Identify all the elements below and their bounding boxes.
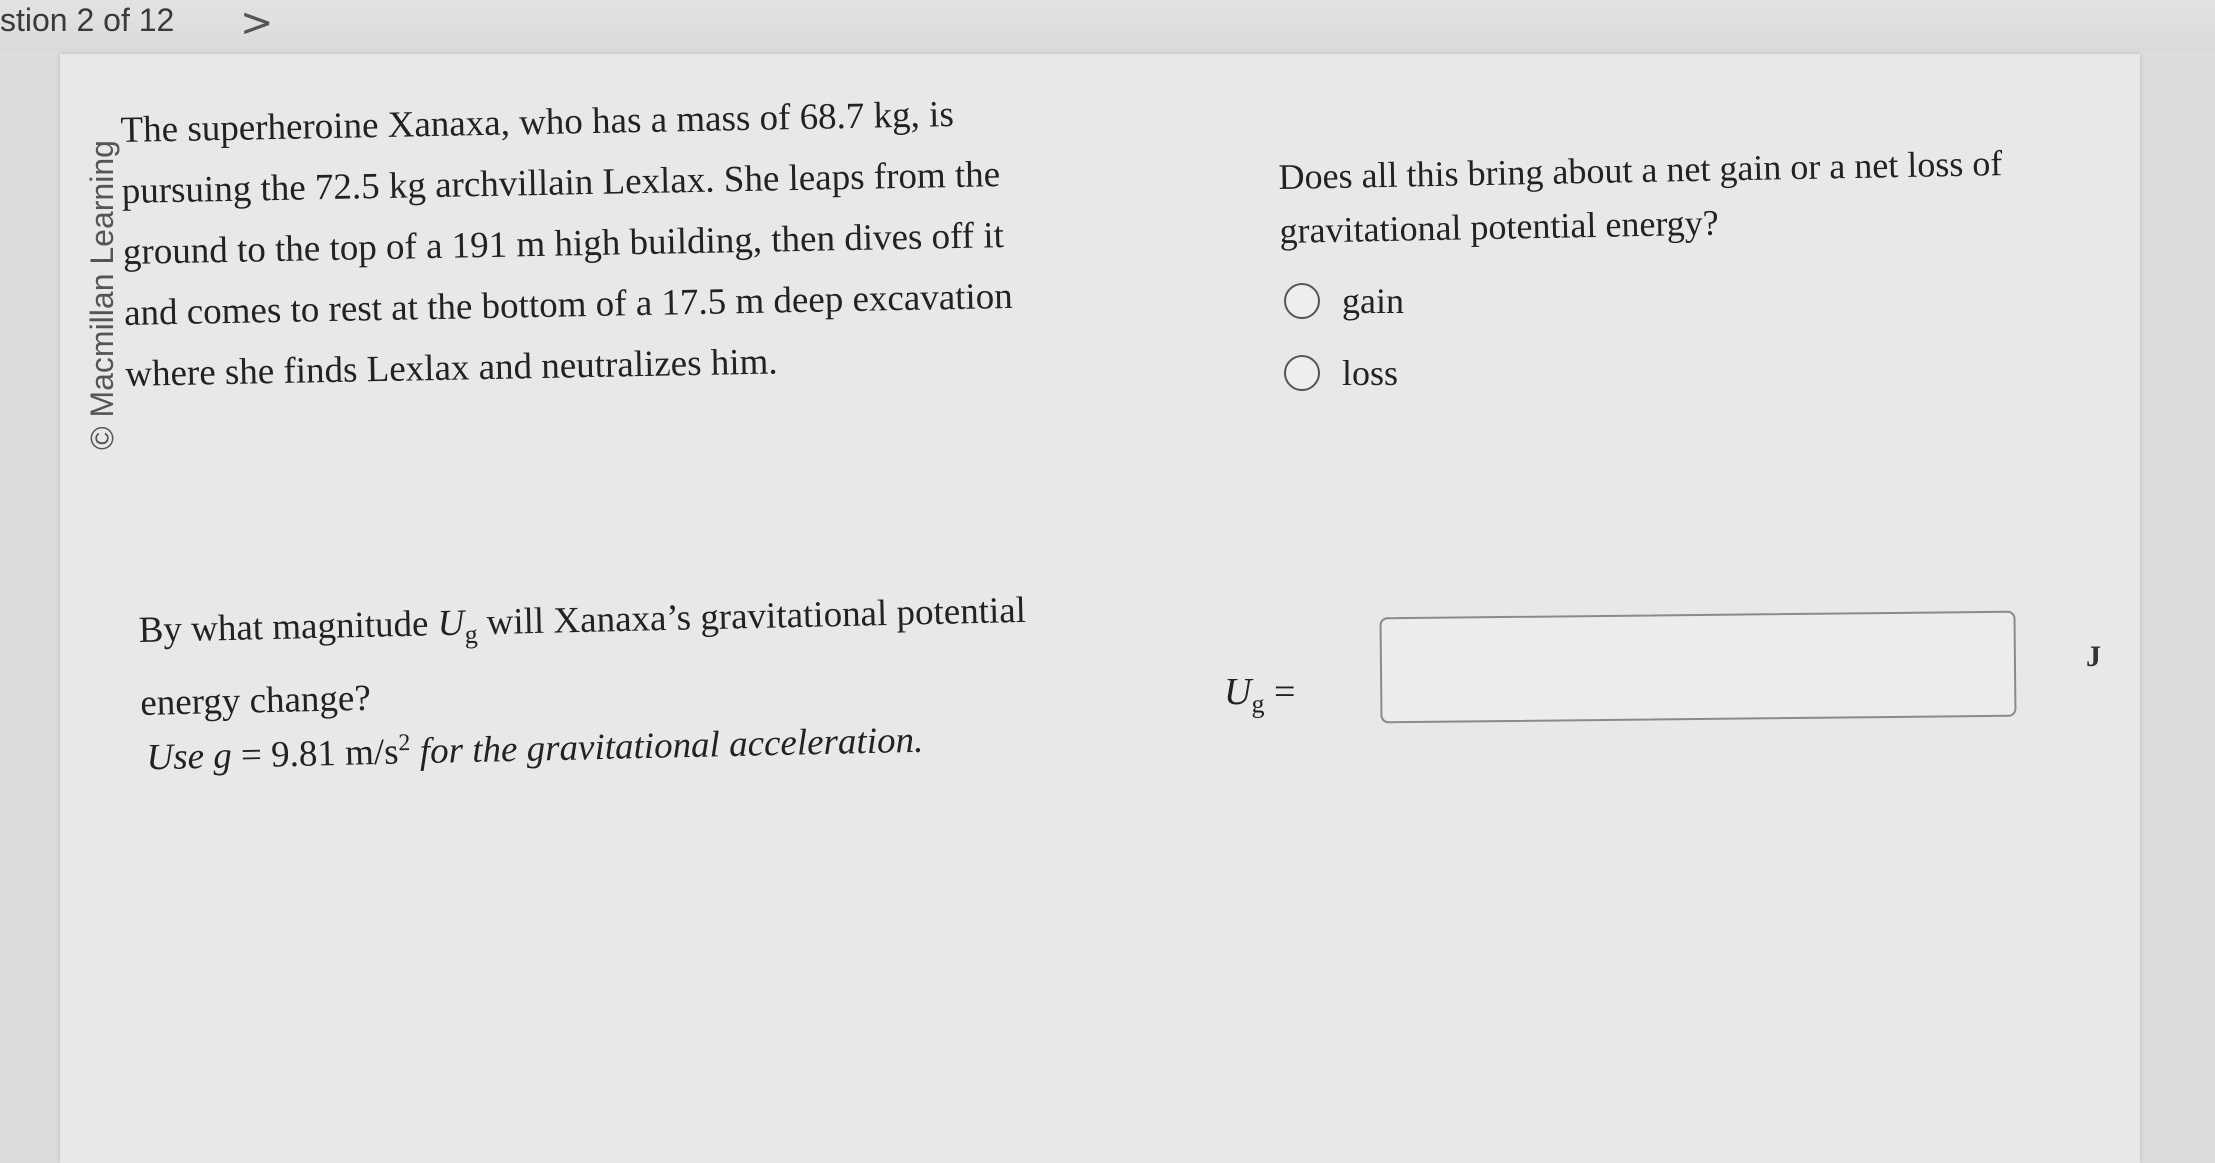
option-gain-label: gain xyxy=(1342,281,1404,321)
option-loss-label: loss xyxy=(1342,353,1399,393)
question-counter: stion 2 of 12 xyxy=(0,2,175,38)
gravity-hint-suffix: for the gravitational acceleration. xyxy=(419,719,924,773)
option-gain[interactable] xyxy=(1284,265,1404,337)
answer-label xyxy=(1224,670,1295,720)
problem-line: pursuing the 72.5 kg archvillain Lexlax. She leaps from the xyxy=(121,154,1001,212)
magnitude-question-line: energy change? xyxy=(139,678,372,725)
ug-symbol-subscript: g xyxy=(464,619,478,649)
gain-loss-question xyxy=(1278,135,2060,258)
next-question-chevron-icon[interactable]: > xyxy=(240,0,274,46)
option-loss[interactable] xyxy=(1284,337,1404,409)
radio-gain[interactable] xyxy=(1284,283,1320,319)
answer-label-symbol: U xyxy=(1224,671,1252,713)
problem-line: where she finds Lexlax and neutralizes him. xyxy=(124,341,778,395)
magnitude-question-text: will Xanaxa’s gravitational potential xyxy=(486,589,1027,644)
gain-loss-options xyxy=(1284,265,1404,409)
ug-answer-input[interactable] xyxy=(1379,611,2016,724)
radio-loss[interactable] xyxy=(1284,355,1320,391)
gain-loss-question-line: gravitational potential energy? xyxy=(1279,202,1720,251)
ug-symbol xyxy=(437,602,478,649)
problem-line: and comes to rest at the bottom of a 17.5 m deep excavation xyxy=(123,275,1014,334)
publisher-credit: © Macmillan Learning xyxy=(84,140,120,450)
answer-label-equals: = xyxy=(1264,671,1296,713)
problem-line: ground to the top of a 191 m high building, then dives off it xyxy=(122,215,1005,273)
magnitude-question-text: By what magnitude xyxy=(138,603,429,651)
magnitude-question xyxy=(138,577,1161,735)
answer-label-subscript: g xyxy=(1251,689,1265,719)
problem-statement xyxy=(120,81,1126,405)
answer-unit: J xyxy=(2086,640,2101,673)
gravity-hint-variable: g xyxy=(212,735,233,777)
gain-loss-question-line: Does all this bring about a net gain or a net loss of xyxy=(1278,143,2003,197)
problem-line: The superheroine Xanaxa, who has a mass of 68.7 kg, is xyxy=(120,94,955,151)
gravity-hint-prefix: Use xyxy=(146,736,205,779)
ug-symbol-letter: U xyxy=(437,602,465,645)
top-bar xyxy=(0,0,2215,52)
gravity-hint-exponent: 2 xyxy=(398,730,411,757)
gravity-hint-value: = 9.81 m/s xyxy=(231,731,400,777)
